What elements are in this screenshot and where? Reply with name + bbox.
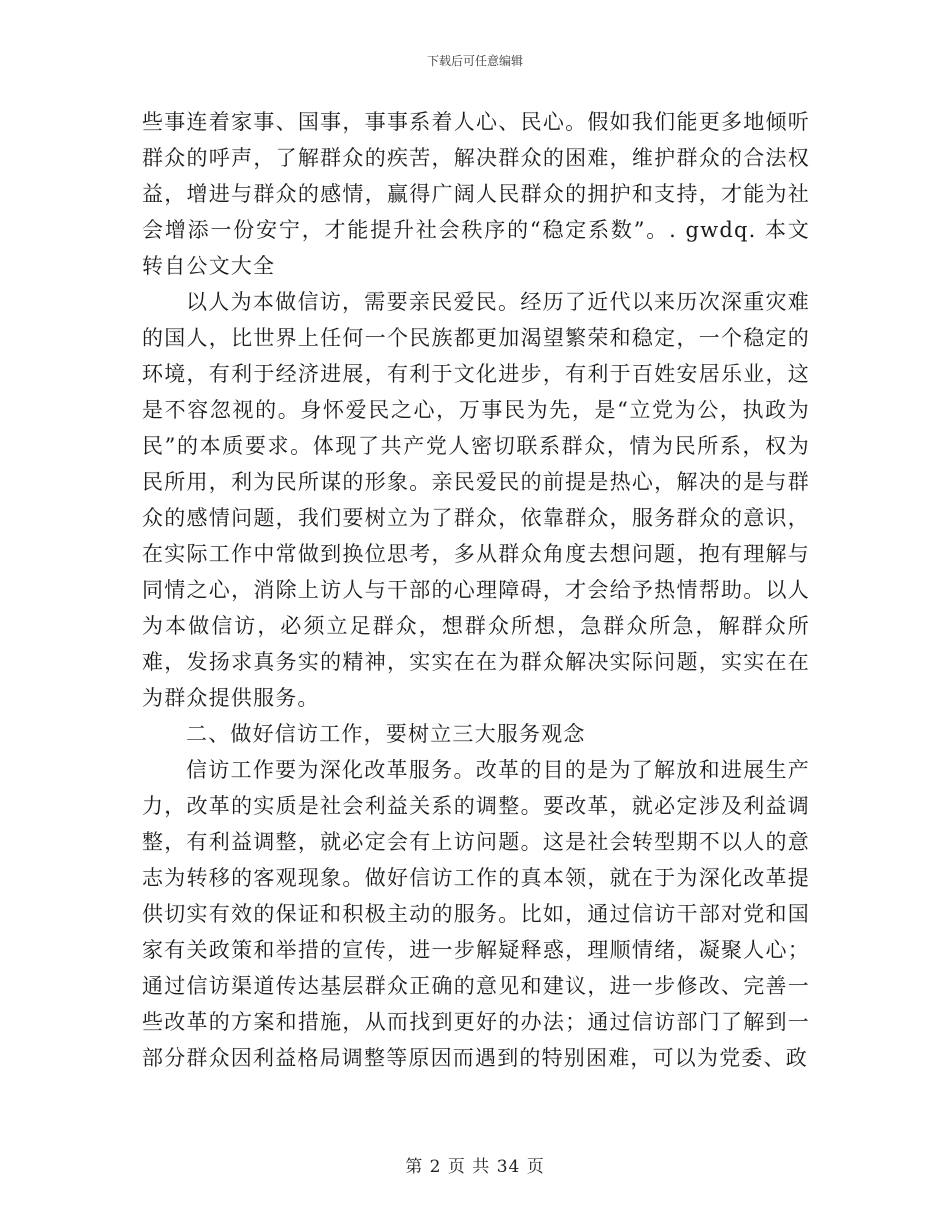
page-footer: 第 2 页 共 34 页 [405, 1157, 545, 1177]
page-header: 下载后可任意编辑 [426, 54, 523, 68]
paragraph-3: 信访工作要为深化改革服务。改革的目的是为了解放和进展生产力，改革的实质是社会利益关系的调整。要改革，就必定涉及利益调整，有利益调整，就必定会有上访问题。这是社会转型期不以人的意志为转移的客观现象。做好信访工作的真本领，就在于为深化改革提供切实有效的保证和积极主动的服务。比如，通过信访干部对党和国家有关政策和举措的宣传，进一步解疑释惑，理顺情绪，凝聚人心；通过信访渠道传达基层群众正确的意见和建议，进一步修改、完善一些改革的方案和措施，从而找到更好的办法；通过信访部门了解到一部分群众因利益格局调整等原因而遇到的特别困难，可以为党委、政 [142, 758, 810, 1070]
paragraph-1: 些事连着家事、国事，事事系着人心、民心。假如我们能更多地倾听群众的呼声，了解群众的疾苦，解决群众的困难，维护群众的合法权益，增进与群众的感情，赢得广阔人民群众的拥护和支持，才能为社会增添一份安宁，才能提升社会秩序的“稳定系数”。. gwdq. 本文转自公文大全 [142, 110, 810, 278]
paragraph-2: 以人为本做信访，需要亲民爱民。经历了近代以来历次深重灾难的国人，比世界上任何一个民族都更加渴望繁荣和稳定，一个稳定的环境，有利于经济进展，有利于文化进步，有利于百姓安居乐业，这是不容忽视的。身怀爱民之心，万事民为先，是“立党为公，执政为民”的本质要求。体现了共产党人密切联系群众，情为民所系，权为民所用，利为民所谋的形象。亲民爱民的前提是热心，解决的是与群众的感情问题，我们要树立为了群众，依靠群众，服务群众的意识，在实际工作中常做到换位思考，多从群众角度去想问题，抱有理解与同情之心，消除上访人与干部的心理障碍，才会给予热情帮助。以人为本做信访，必须立足群众，想群众所想，急群众所急，解群众所难，发扬求真务实的精神，实实在在为群众解决实际问题，实实在在为群众提供服务。 [142, 290, 810, 710]
document-body [142, 104, 810, 1076]
section-heading: 二、做好信访工作，要树立三大服务观念 [186, 722, 586, 746]
